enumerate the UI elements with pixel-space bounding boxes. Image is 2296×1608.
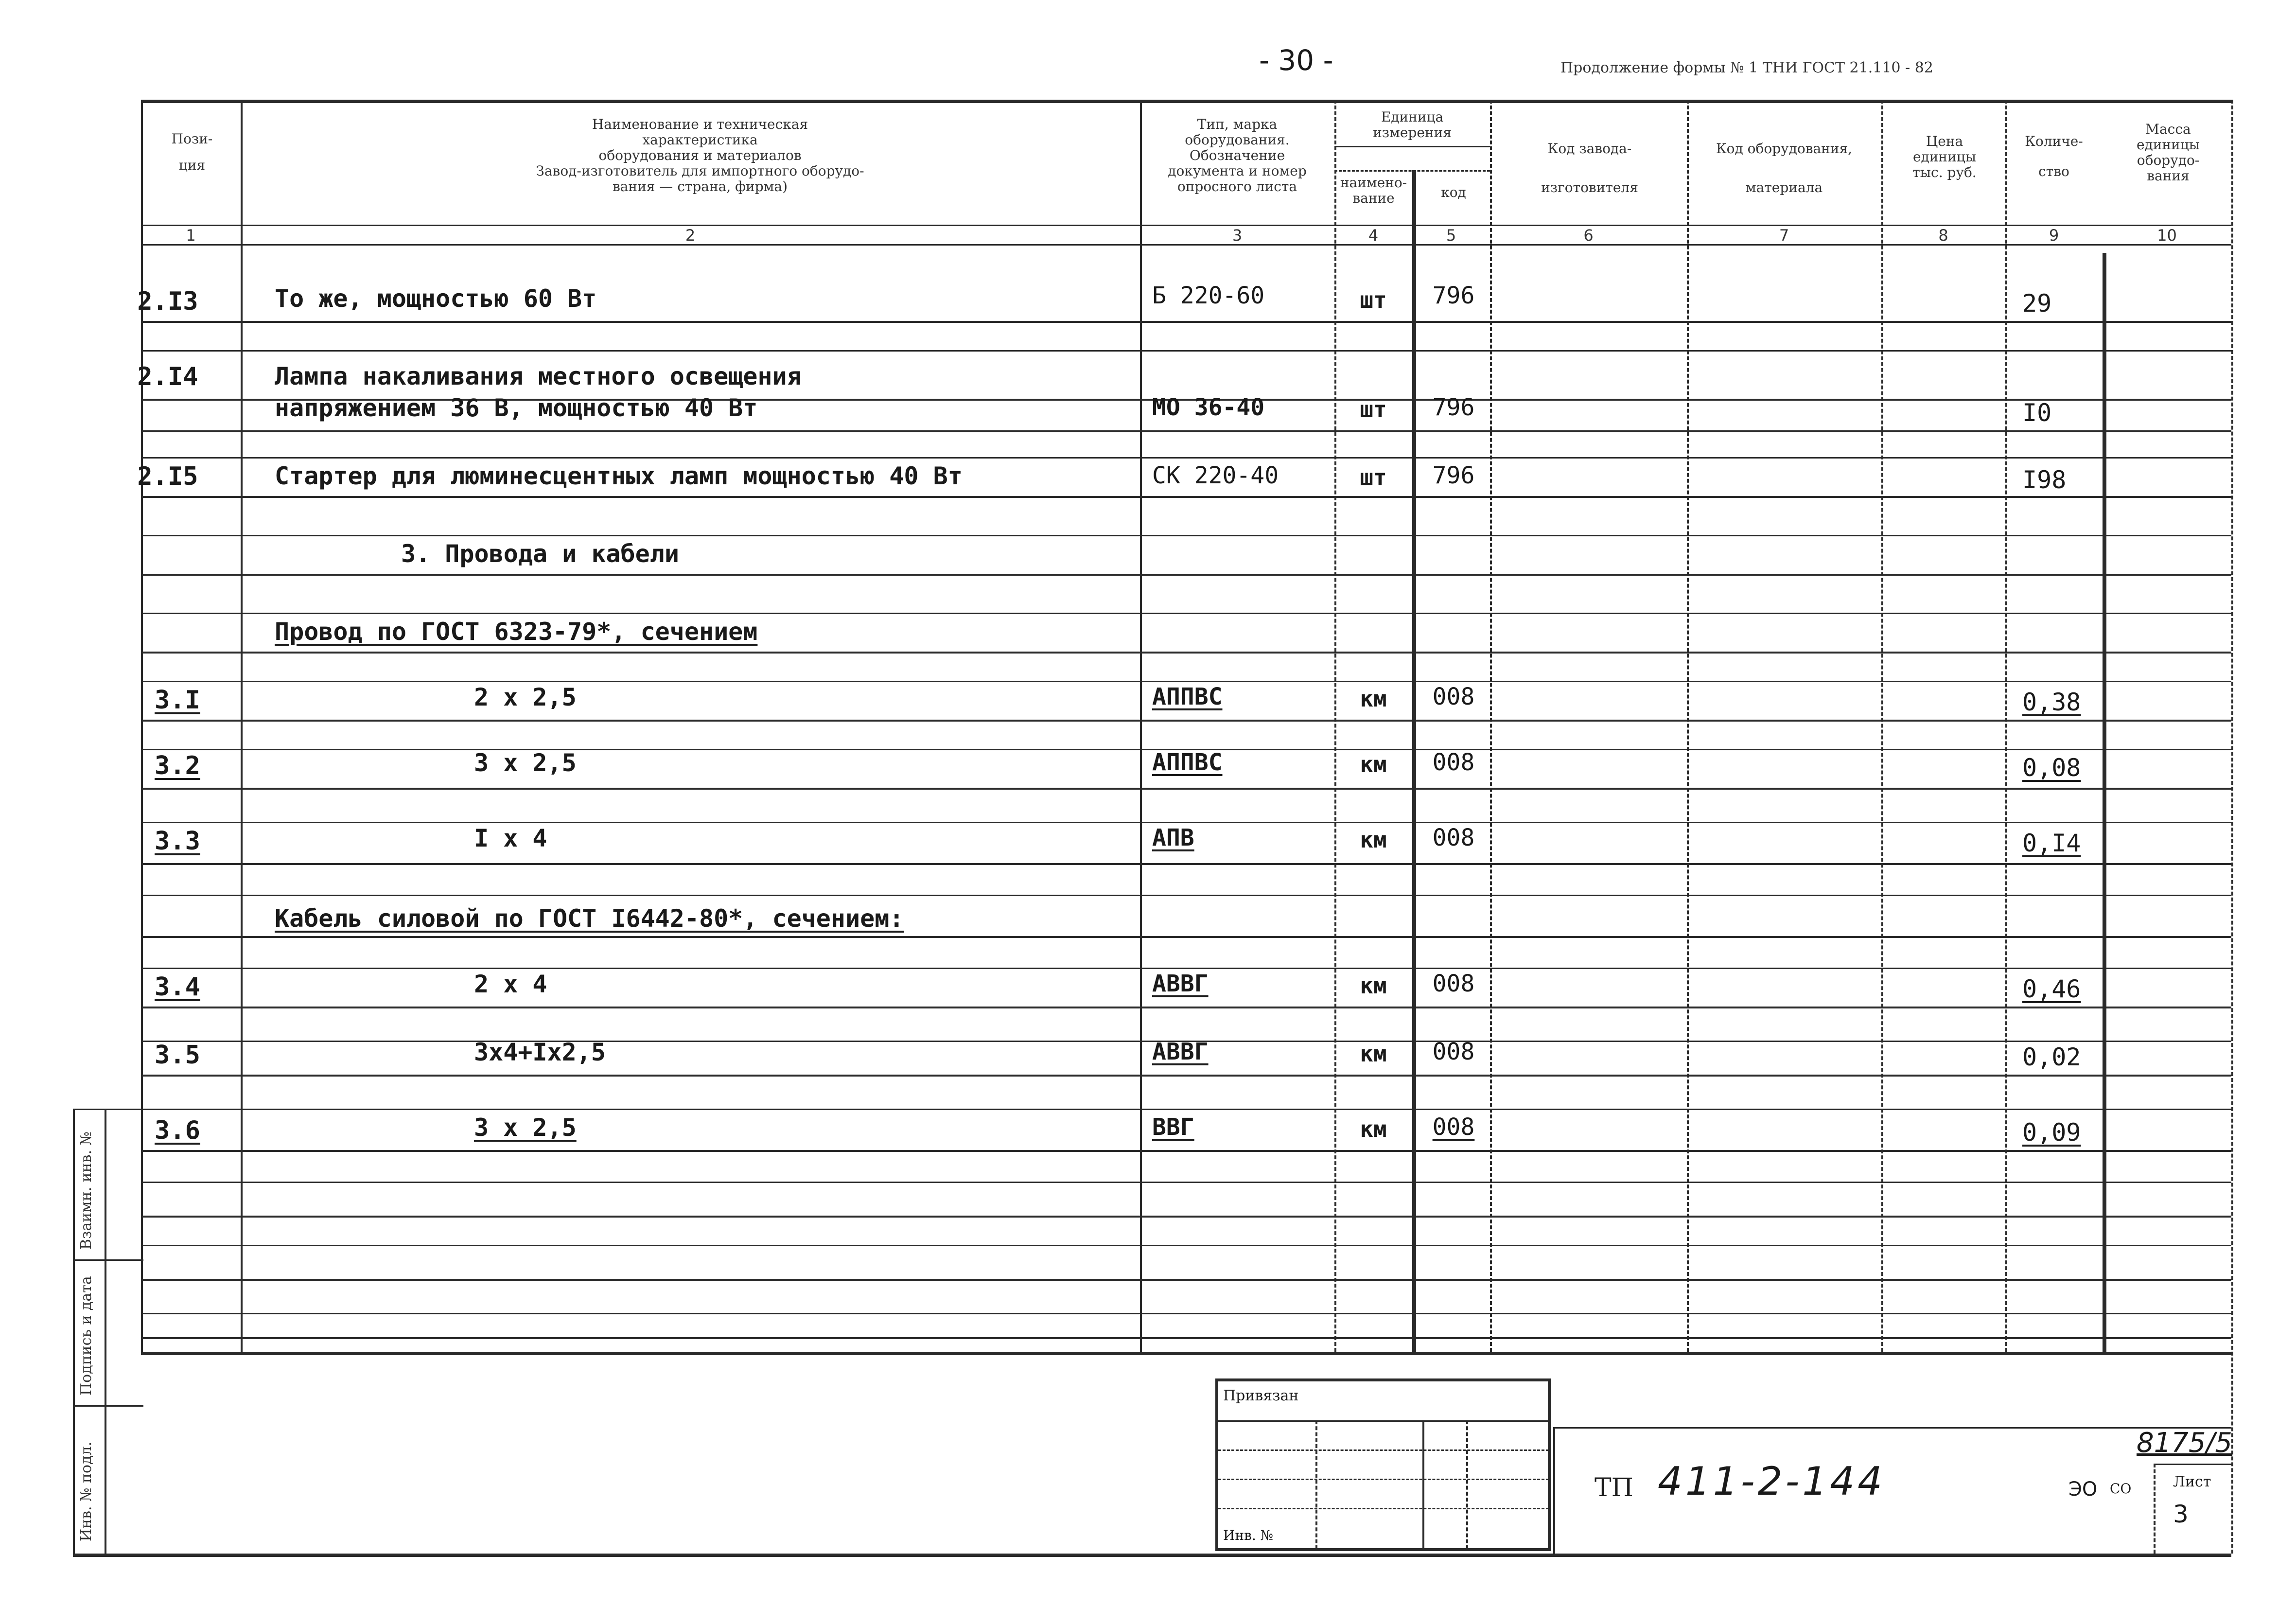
section-code: ЭО — [2068, 1478, 2098, 1501]
row-type: СК 220-40 — [1152, 462, 1279, 489]
row-code: 008 — [1432, 749, 1475, 776]
stamp-inv-label: Инв. № — [1223, 1527, 1274, 1543]
sheet-number: 3 — [2173, 1500, 2189, 1528]
row-type: АПВ — [1152, 824, 1194, 851]
header-equipment-code: Код оборудования, материала — [1716, 141, 1853, 195]
row-unit: км — [1360, 686, 1387, 712]
row-type: Б 220-60 — [1152, 282, 1265, 309]
row-quantity: 0,09 — [2022, 1118, 2081, 1147]
section-heading: 3. Провода и кабели — [401, 540, 679, 568]
row-description: 3 х 2,5 — [474, 1113, 577, 1142]
row-position: 3.4 — [155, 972, 200, 1002]
project-number: 411-2-144 — [1658, 1459, 1886, 1504]
row-code: 796 — [1432, 394, 1475, 421]
row-position: 2.I3 — [137, 287, 198, 316]
row-code: 008 — [1432, 1113, 1475, 1141]
row-position: 3.I — [155, 686, 200, 715]
header-price: Цена единицы тыс. руб. — [1912, 133, 1977, 180]
row-description: То же, мощностью 60 Вт — [275, 284, 597, 313]
row-position: 3.3 — [155, 827, 200, 856]
header-unit-name: наимено- вание — [1340, 175, 1407, 206]
row-position: 3.2 — [155, 751, 200, 780]
side-label-signature-date: Подпись и дата — [78, 1276, 95, 1396]
archive-number: 8175/5 — [2137, 1427, 2233, 1459]
header-quantity: Количе- ство — [2025, 133, 2083, 179]
row-unit: км — [1360, 751, 1387, 777]
row-type: ВВГ — [1152, 1113, 1194, 1141]
row-quantity: 0,46 — [2022, 975, 2081, 1003]
row-position: 2.I4 — [137, 362, 198, 391]
row-type: АППВС — [1152, 683, 1223, 710]
row-quantity: 29 — [2022, 289, 2052, 318]
col-number-6: 6 — [1583, 226, 1594, 245]
row-unit: шт — [1360, 464, 1387, 491]
page-number: - 30 - — [1259, 44, 1333, 77]
row-code: 008 — [1432, 1038, 1475, 1065]
section-code-2: СО — [2110, 1481, 2132, 1497]
row-quantity: 0,38 — [2022, 688, 2081, 716]
col-number-2: 2 — [685, 226, 696, 245]
row-code: 008 — [1432, 970, 1475, 997]
row-description: Стартер для люминесцентных ламп мощностью 40 Вт — [275, 462, 963, 490]
col-number-7: 7 — [1779, 226, 1789, 245]
header-factory-code: Код завода- изготовителя — [1541, 141, 1638, 195]
col-number-5: 5 — [1446, 226, 1456, 245]
row-code: 008 — [1432, 683, 1475, 710]
row-code: 008 — [1432, 824, 1475, 851]
header-type: Тип, марка оборудования. Обозначение документа и номер опросного листа — [1168, 116, 1307, 194]
row-position: 3.5 — [155, 1041, 200, 1070]
sheet-label: Лист — [2173, 1473, 2211, 1490]
project-code-label: ТП — [1595, 1473, 1634, 1502]
header-unit-group: Единица измерения — [1373, 109, 1452, 141]
row-description: 3 х 2,5 — [474, 749, 577, 777]
col-number-10: 10 — [2157, 226, 2177, 245]
section-subheading: Кабель силовой по ГОСТ I6442-80*, сечением: — [275, 904, 904, 933]
row-type: АВВГ — [1152, 1038, 1209, 1065]
header-mass: Масса единицы оборудо- вания — [2136, 121, 2200, 184]
binding-stamp — [1215, 1378, 1551, 1551]
row-quantity: 0,I4 — [2022, 829, 2081, 857]
row-code: 796 — [1432, 462, 1475, 489]
row-unit: км — [1360, 1041, 1387, 1067]
section-subheading: Провод по ГОСТ 6323-79*, сечением — [275, 618, 758, 646]
form-continuation: Продолжение формы № 1 ТНИ ГОСТ 21.110 - 82 — [1560, 59, 1933, 76]
row-quantity: I98 — [2022, 466, 2067, 494]
row-position: 3.6 — [155, 1116, 200, 1145]
row-description: 3х4+Iх2,5 — [474, 1038, 606, 1066]
row-quantity: 0,08 — [2022, 754, 2081, 782]
row-type: АППВС — [1152, 749, 1223, 776]
row-description: 2 х 2,5 — [474, 683, 577, 711]
side-label-original-inv: Инв. № подл. — [78, 1441, 95, 1541]
col-number-4: 4 — [1368, 226, 1379, 245]
row-quantity: I0 — [2022, 399, 2052, 427]
header-description: Наименование и техническая характеристика оборудования и материалов Завод-изготовитель для импортного оборудо- вания — страна, фирма) — [536, 116, 864, 194]
row-description: Лампа накаливания местного освещения — [275, 362, 802, 390]
col-number-9: 9 — [2049, 226, 2059, 245]
row-description: I х 4 — [474, 824, 547, 852]
col-number-3: 3 — [1232, 226, 1243, 245]
row-unit: км — [1360, 827, 1387, 853]
header-unit-code: код — [1441, 184, 1466, 200]
row-unit: км — [1360, 1116, 1387, 1142]
row-quantity: 0,02 — [2022, 1043, 2081, 1071]
side-label-interchange-inv: Взаимн. инв. № — [78, 1131, 95, 1250]
row-type: МО 36-40 — [1152, 394, 1265, 421]
row-type: АВВГ — [1152, 970, 1209, 997]
row-description: 2 х 4 — [474, 970, 547, 998]
col-number-8: 8 — [1938, 226, 1948, 245]
row-unit: шт — [1360, 396, 1387, 423]
row-description: напряжением 36 В, мощностью 40 Вт — [275, 394, 758, 422]
row-code: 796 — [1432, 282, 1475, 309]
row-unit: шт — [1360, 287, 1387, 313]
col-number-1: 1 — [186, 226, 196, 245]
stamp-bound-label: Привязан — [1223, 1387, 1299, 1404]
row-unit: км — [1360, 972, 1387, 999]
row-position: 2.I5 — [137, 462, 198, 491]
header-position: Пози- ция — [171, 131, 213, 173]
